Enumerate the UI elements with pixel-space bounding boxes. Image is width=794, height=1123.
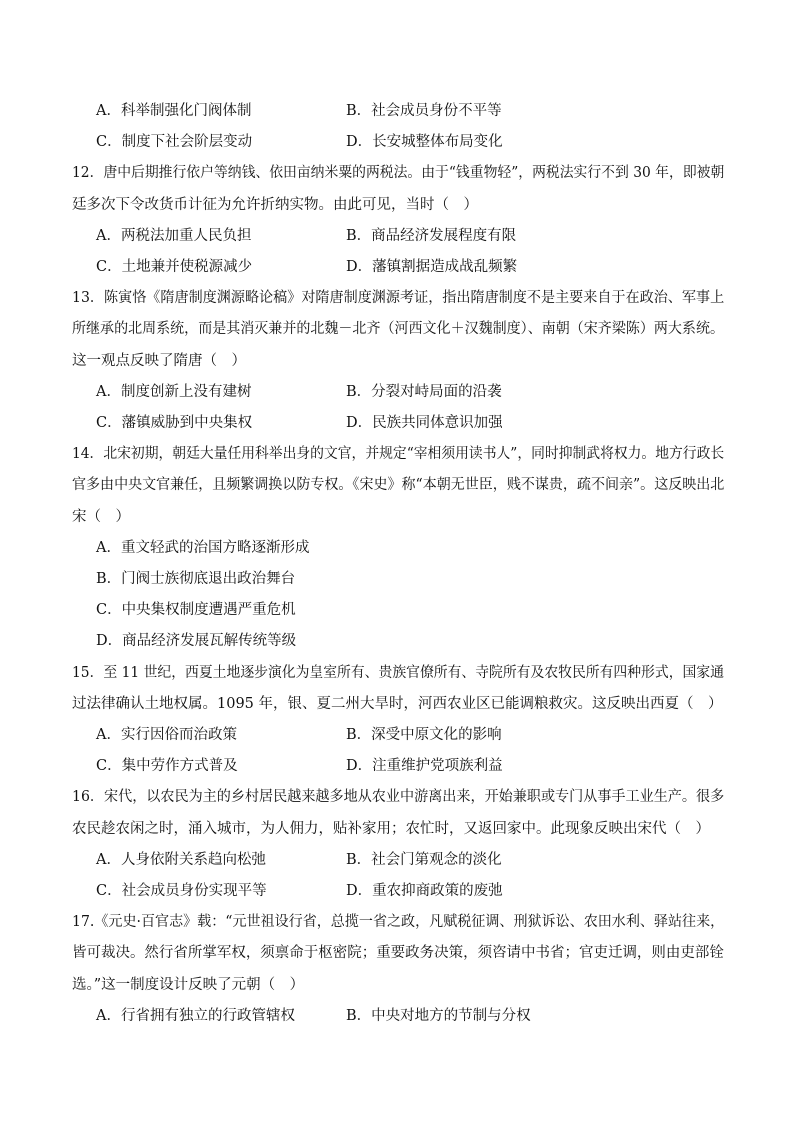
question-stem-start: 16．宋代，以农民为主的乡村居民越来越多地从农业中游离出来，开始兼职或专门从事手工业生产。很多 [72,789,725,806]
option-a: C．土地兼并使税源减少 [96,259,253,275]
option-b: D．注重维护党项族利益 [346,758,503,775]
option-b: D．重农抑商政策的废弛 [346,883,503,899]
option-a: A．行省拥有独立的行政管辖权 [96,1007,295,1024]
option-b: B．社会成员身份不平等 [346,103,502,119]
option: B．门阀士族彻底退出政治舞台 [96,571,296,587]
question-stem-line: 选。”这一制度设计反映了元朝（ ） [72,976,305,993]
option: D．商品经济发展瓦解传统等级 [96,633,297,650]
option-a: A．人身依附关系趋向松弛 [96,851,266,868]
question-stem-line: 农民趁农闲之时，涌入城市，为人佣力，贴补家用；农忙时，又返回家中。此现象反映出宋代（ ） [72,820,710,837]
question-stem-line: 皆可裁决。然行省所掌军权，须禀命于枢密院；重要政务决策，须咨请中书省；官吏迁调，则由吏部铨 [72,945,724,962]
question-stem-line: 这一观点反映了隋唐（ ） [72,352,246,369]
option-b: B．深受中原文化的影响 [346,727,502,743]
question-stem-line: 过法律确认土地权属。1095 年，银、夏二州大旱时，河西农业区已能调粮救灾。这反映出西夏（ ） [72,695,723,712]
option-a: C．制度下社会阶层变动 [96,134,253,151]
option-a: C．集中劳作方式普及 [96,758,238,775]
option: A．重文轻武的治国方略逐渐形成 [96,539,310,556]
option-a: A．两税法加重人民负担 [96,227,252,244]
option: C．中央集权制度遭遇严重危机 [96,602,296,619]
option-b: B．分裂对峙局面的沿袭 [346,383,502,400]
option-b: B．商品经济发展程度有限 [346,227,517,244]
question-stem-line: 所继承的北周系统，而是其消灭兼并的北魏－北齐（河西文化＋汉魏制度）、南朝（宋齐梁陈）两大系统。 [72,321,724,338]
option-a: C．藩镇威胁到中央集权 [96,415,253,431]
option-a: A．科举制强化门阀体制 [96,103,252,119]
option-b: D．藩镇割据造成战乱频繁 [346,259,518,275]
option-b: B．中央对地方的节制与分权 [346,1007,531,1024]
option-b: B．社会门第观念的淡化 [346,851,502,868]
option-b: D．民族共同体意识加强 [346,415,503,431]
question-stem-line: 宋（ ） [72,508,130,525]
question-stem-start: 12．唐中后期推行依户等纳钱、依田亩纳米粟的两税法。由于“钱重物轻”，两税法实行不到 30 年，即被朝 [72,165,725,182]
question-stem-start: 13．陈寅恪《隋唐制度渊源略论稿》对隋唐制度渊源考证，指出隋唐制度不是主要来自于在政治、军事上 [72,290,725,307]
option-a: C．社会成员身份实现平等 [96,883,267,899]
question-stem-line: 廷多次下令改货币计征为允许折纳实物。由此可见，当时（ ） [72,196,478,213]
option-a: A．实行因俗而治政策 [96,727,237,743]
question-stem-start: 17.《元史·百官志》载：“元世祖设行省，总揽一省之政，凡赋税征调、刑狱诉讼、农田水利、驿站往来， [72,914,725,931]
option-a: A．制度创新上没有建树 [96,383,252,400]
question-stem-start: 15．至 11 世纪，西夏土地逐步演化为皇室所有、贵族官僚所有、寺院所有及农牧民所有四种形式，国家通 [72,664,724,681]
question-stem-line: 官多由中央文官兼任，且频繁调换以防专权。《宋史》称“本朝无世臣，贱不谋贵，疏不间亲”。这反映出北 [72,477,725,494]
question-stem-start: 14．北宋初期，朝廷大量任用科举出身的文官，并规定“宰相须用读书人”，同时抑制武将权力。地方行政长 [72,446,725,463]
option-b: D．长安城整体布局变化 [346,134,503,151]
